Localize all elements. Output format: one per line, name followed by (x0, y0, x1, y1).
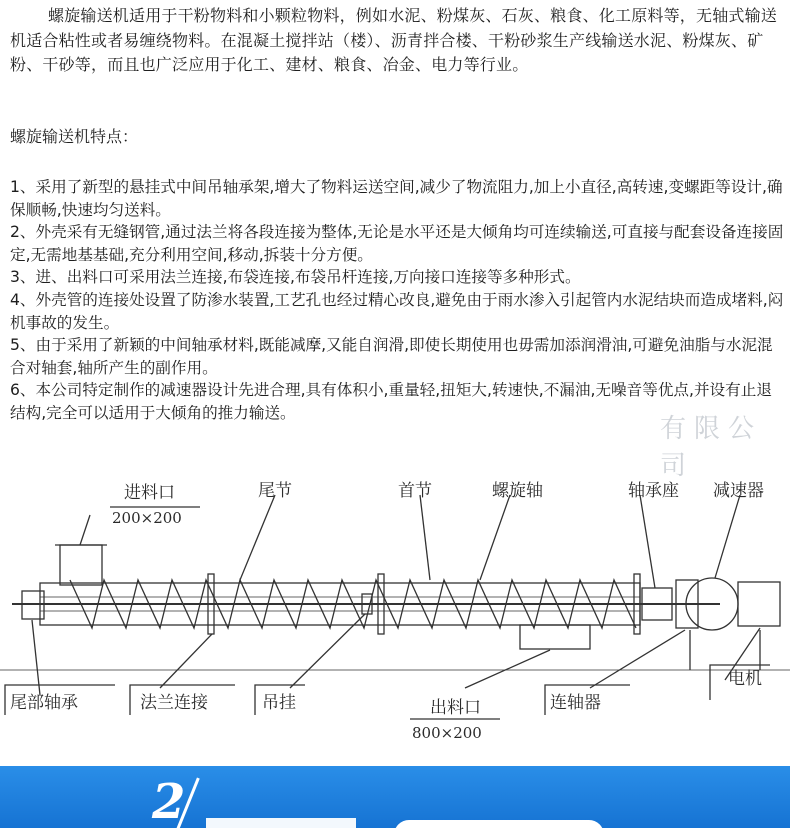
label-screw-shaft: 螺旋轴 (492, 481, 543, 501)
label-bearing-seat: 轴承座 (628, 481, 679, 501)
intro-paragraph: 螺旋输送机适用于干粉物料和小颗粒物料，例如水泥、粉煤灰、石灰、粮食、化工原料等，无轴式输送机适合粘性或者易缠绕物料。在混凝土搅拌站（楼）、沥青拌合楼、干粉砂浆生产线输送水泥、粉煤灰、矿粉、干砂等，而且也广泛应用于化工、建材、粮食、冶金、电力等行业。 (10, 6, 778, 74)
label-reducer: 减速器 (713, 481, 764, 501)
features-title: 螺旋输送机特点： (10, 127, 139, 146)
label-flange: 法兰连接 (140, 693, 208, 713)
feature-item-5: 5、由于采用了新颖的中间轴承材料,既能减摩,又能自润滑,即使长期使用也毋需加添润滑油,可避免油脂与水泥混合对轴套,轴所产生的副作用。 (10, 336, 773, 377)
label-hanger: 吊挂 (262, 693, 296, 713)
inlet-hopper (60, 545, 102, 585)
motor-body (738, 582, 780, 626)
section-banner (0, 766, 790, 828)
feature-item-4: 4、外壳管的连接处设置了防渗水装置,工艺孔也经过精心改良,避免由于雨水渗入引起管内水泥结块而造成堵料,闷机事故的发生。 (10, 290, 784, 332)
feature-item-1: 1、采用了新型的悬挂式中间吊轴承架,增大了物料运送空间,减少了物流阻力,加上小直径,高转速,变螺距等设计,确保顺畅,快速均匀送料。 (10, 178, 783, 219)
label-outlet-size: 800×200 (412, 724, 482, 742)
label-inlet-size: 200×200 (112, 509, 182, 527)
banner-pill-decoration (394, 820, 604, 828)
section-heading-cropped (206, 818, 356, 828)
feature-item-2: 2、外壳采有无缝钢管,通过法兰将各段连接为整体,无论是水平还是大倾角均可连续输送,可直接与配套设备连接固定,无需地基基础,充分利用空间,移动,拆装十分方便。 (10, 223, 784, 264)
features-list (10, 176, 785, 425)
feature-item-6: 6、本公司特定制作的减速器设计先进合理,具有体积小,重量轻,扭矩大,转速快,不漏油,无噪音等优点,并设有止退结构,完全可以适用于大倾角的推力输送。 (10, 381, 772, 422)
label-motor: 电机 (728, 669, 762, 689)
outlet-chute (520, 625, 590, 649)
label-head-section: 首节 (398, 481, 432, 501)
feature-item-3: 3、进、出料口可采用法兰连接,布袋连接,布袋吊杆连接,万向接口连接等多种形式。 (10, 268, 581, 287)
screw-conveyor-diagram (0, 470, 790, 760)
label-inlet: 进料口 (124, 483, 175, 503)
label-coupling: 连轴器 (550, 693, 601, 713)
watermark-text: 有限公司 (660, 414, 763, 481)
label-tail-section: 尾节 (258, 481, 292, 501)
label-tail-bearing: 尾部轴承 (10, 693, 78, 713)
section-number: 2 (152, 774, 186, 828)
label-outlet: 出料口 (430, 698, 481, 718)
